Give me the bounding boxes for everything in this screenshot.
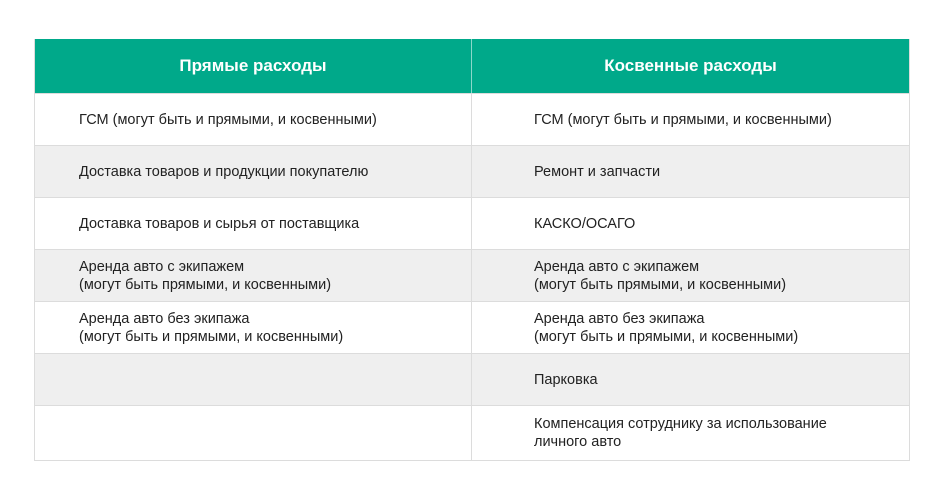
indirect-expense-cell [472,354,909,405]
table-row [35,353,909,405]
indirect-expense-cell [472,146,909,197]
direct-expense-cell [35,406,472,460]
indirect-expense-cell [472,406,909,460]
direct-expense-cell [35,198,472,249]
direct-expense-cell [35,146,472,197]
cell-text: Доставка товаров и продукции покупателю [79,163,369,180]
table-row [35,301,909,353]
indirect-expense-cell [472,94,909,145]
cell-text: Компенсация сотруднику за использование личного авто [534,416,827,450]
table-row [35,197,909,249]
cell-text: ГСМ (могут быть и прямыми, и косвенными) [79,111,377,128]
expenses-table [34,39,910,461]
indirect-expense-cell [472,302,909,353]
cell-text: Аренда авто с экипажем (могут быть прямыми, и косвенными) [534,258,787,293]
table-row [35,93,909,145]
direct-expense-cell [35,94,472,145]
table-row [35,249,909,301]
cell-text: Ремонт и запчасти [534,163,661,180]
direct-expense-cell [35,302,472,353]
table-header-row [35,39,909,93]
indirect-expense-cell [472,198,909,249]
indirect-expense-cell [472,250,909,301]
header-indirect-expenses: Косвенные расходы [604,56,777,75]
cell-text: КАСКО/ОСАГО [534,215,636,232]
cell-text: ГСМ (могут быть и прямыми, и косвенными) [534,111,832,128]
cell-text: Аренда авто без экипажа (могут быть и прямыми, и косвенными) [79,310,344,345]
header-direct-expenses: Прямые расходы [35,39,472,93]
cell-text: Аренда авто с экипажем (могут быть прямыми, и косвенными) [79,258,332,293]
cell-text: Доставка товаров и сырья от поставщика [79,215,360,232]
direct-expense-cell [35,250,472,301]
table-row [35,405,909,460]
cell-text: Аренда авто без экипажа (могут быть и прямыми, и косвенными) [534,310,799,345]
table-row [35,145,909,197]
cell-text: Парковка [534,371,598,388]
direct-expense-cell [35,354,472,405]
